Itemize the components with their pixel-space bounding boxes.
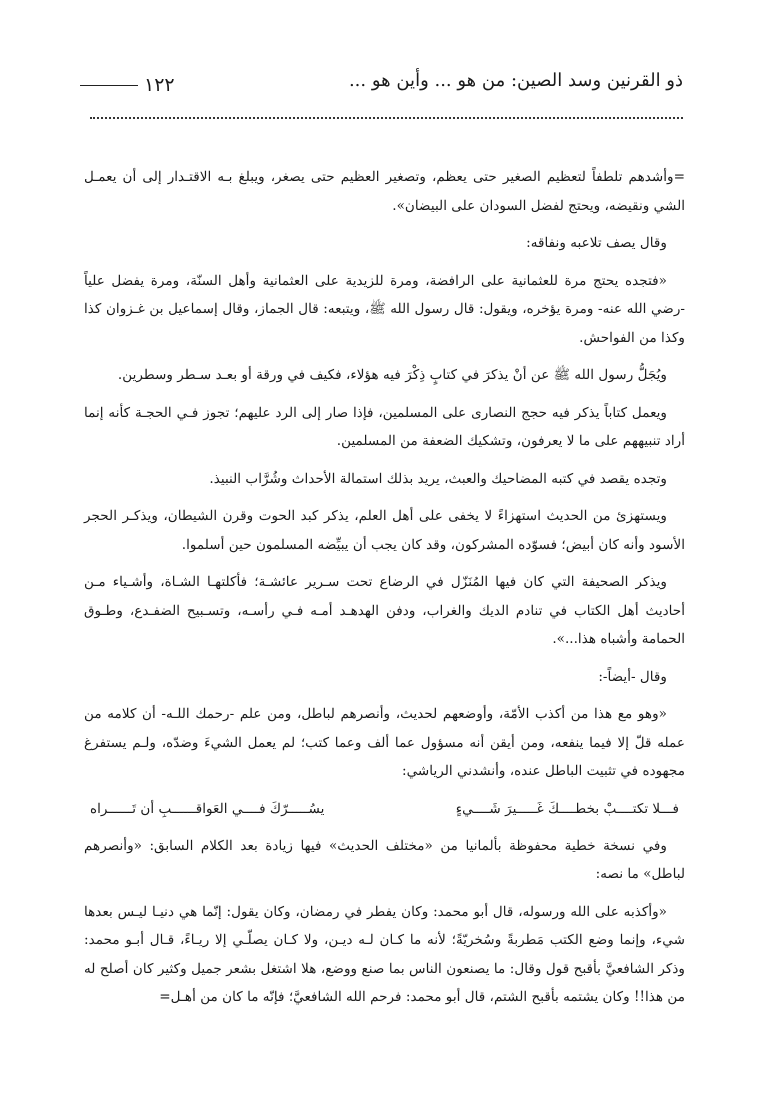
running-header xyxy=(80,62,683,102)
header-dash xyxy=(80,85,138,86)
paragraph: وفي نسخة خطية محفوظة بألمانيا من «مختلف الحديث» فيها زيادة بعد الكلام السابق: «وأنصرهم لباطل» ما نصه: xyxy=(84,837,685,882)
running-title: ذو القرنين وسد الصين: من هو ... وأين هو ... xyxy=(348,70,683,91)
poem-hemistich-second: يسُـــــرّكَ فــــي العَواقــــــبِ أن تَــــــراه xyxy=(90,800,325,817)
paragraph: «وأكذبه على الله ورسوله، قال أبو محمد: وكان يفطر في رمضان، وكان يقول: إنّما هي دنيـا ليـس بعدها شيء، وإنما وضع الكتب مَطربةً وسُخريّةً؛ لأنه ما كـان لـه ديـن، ولا كـان يصلّـي إلا ريـاءً، قـال أبـو محمد: وذكر الشافعيَّ بأقبح قول وقال: ما يصنعون الناس بما صنع ووضع، هلا اشتغل بشعر جميل وكثير كان أصلح له من هذا!! وكان يشتمه بأقبح الشتم، قال أبو محمد: فرحم الله الشافعيَّ؛ فإنّه ما كان من أهـل= xyxy=(84,903,685,1005)
paragraph: ويُجَلُّ رسول الله ﷺ عن أنْ يذكرَ في كتابٍ ذِكْرَ فيه هؤلاء، فكيف في ورقة أو بعـد سـطر وسطرين. xyxy=(117,367,667,383)
paragraph: ويعمل كتاباً يذكر فيه حجج النصارى على المسلمين، فإذا صار إلى الرد عليهم؛ تجوز فـي الحجـة كأنه إنما أراد تنبيههم على ما لا يعرفون، وتشكيك الضعفة من المسلمين. xyxy=(84,404,685,449)
paragraph: وقال -أيضاً-: xyxy=(598,668,667,685)
page-body xyxy=(84,163,685,1021)
poem-verse xyxy=(84,795,685,823)
page-number-block xyxy=(80,74,175,96)
paragraph: وتجده يقصد في كتبه المضاحيك والعبث، يريد بذلك استمالة الأحداث وشُرَّاب النبيذ. xyxy=(209,470,667,487)
paragraph: «فتجده يحتج مرة للعثمانية على الرافضة، ومرة للزيدية على العثمانية وأهل السنّة، ومرة يفضل علياً -رضي الله عنه- ومرة يؤخره، ويقول: قال رسول الله ﷺ، ويتبعه: قال الجماز، وقال إسماعيل بن غـزوان كذا وكذا من الفواحش. xyxy=(84,272,685,346)
paragraph: ويذكر الصحيفة التي كان فيها المُنَزّل في الرضاع تحت سـرير عائشـة؛ فأكلتهـا الشـاة، وأشـياء مـن أحاديث أهل الكتاب في تنادم الديك والغراب، ودفن الهدهـد أمـه فـي رأسـه، وتسـبيح الضفـدع، وطـوق الحمامة وأشباه هذا...». xyxy=(84,574,685,647)
header-dotted-rule xyxy=(90,117,683,119)
paragraph: =وأشدهم تلطفاً لتعظيم الصغير حتى يعظم، وتصغير العظيم حتى يصغر، ويبلغ بـه الاقتـدار إلى أن يعمـل الشي ونقيضه، ويحتج لفضل السودان على البيضان». xyxy=(84,169,685,214)
poem-hemistich-first: فـــلا تكتــــبْ بخطــــكَ غَـــــيرَ شَــــيءٍ xyxy=(455,800,679,817)
paragraph: «وهو مع هذا من أكذب الأمّة، وأوضعهم لحديث، وأنصرهم لباطل، ومن علم -رحمك اللـه- أن كلامه من عمله قلّ إلا فيما ينفعه، ومن أيقن أنه مسؤول عما ألف وعما كتب؛ لم يعمل الشيءَ وضدّه، ولـم يستفرغ مجهوده في تثبيت الباطل عنده، وأنشدني الرياشي: xyxy=(84,706,685,779)
page-number: ١٢٢ xyxy=(144,74,175,96)
paragraph: وقال يصف تلاعبه ونفاقه: xyxy=(526,235,667,251)
paragraph: ويستهزئ من الحديث استهزاءً لا يخفى على أهل العلم، يذكر كبد الحوت وقرن الشيطان، ويذكـر الحجر الأسود وأنه كان أبيض؛ فسوّده المشركون، وقد كان يجب أن يبيِّضه المسلمون حين أسلموا. xyxy=(84,508,685,553)
